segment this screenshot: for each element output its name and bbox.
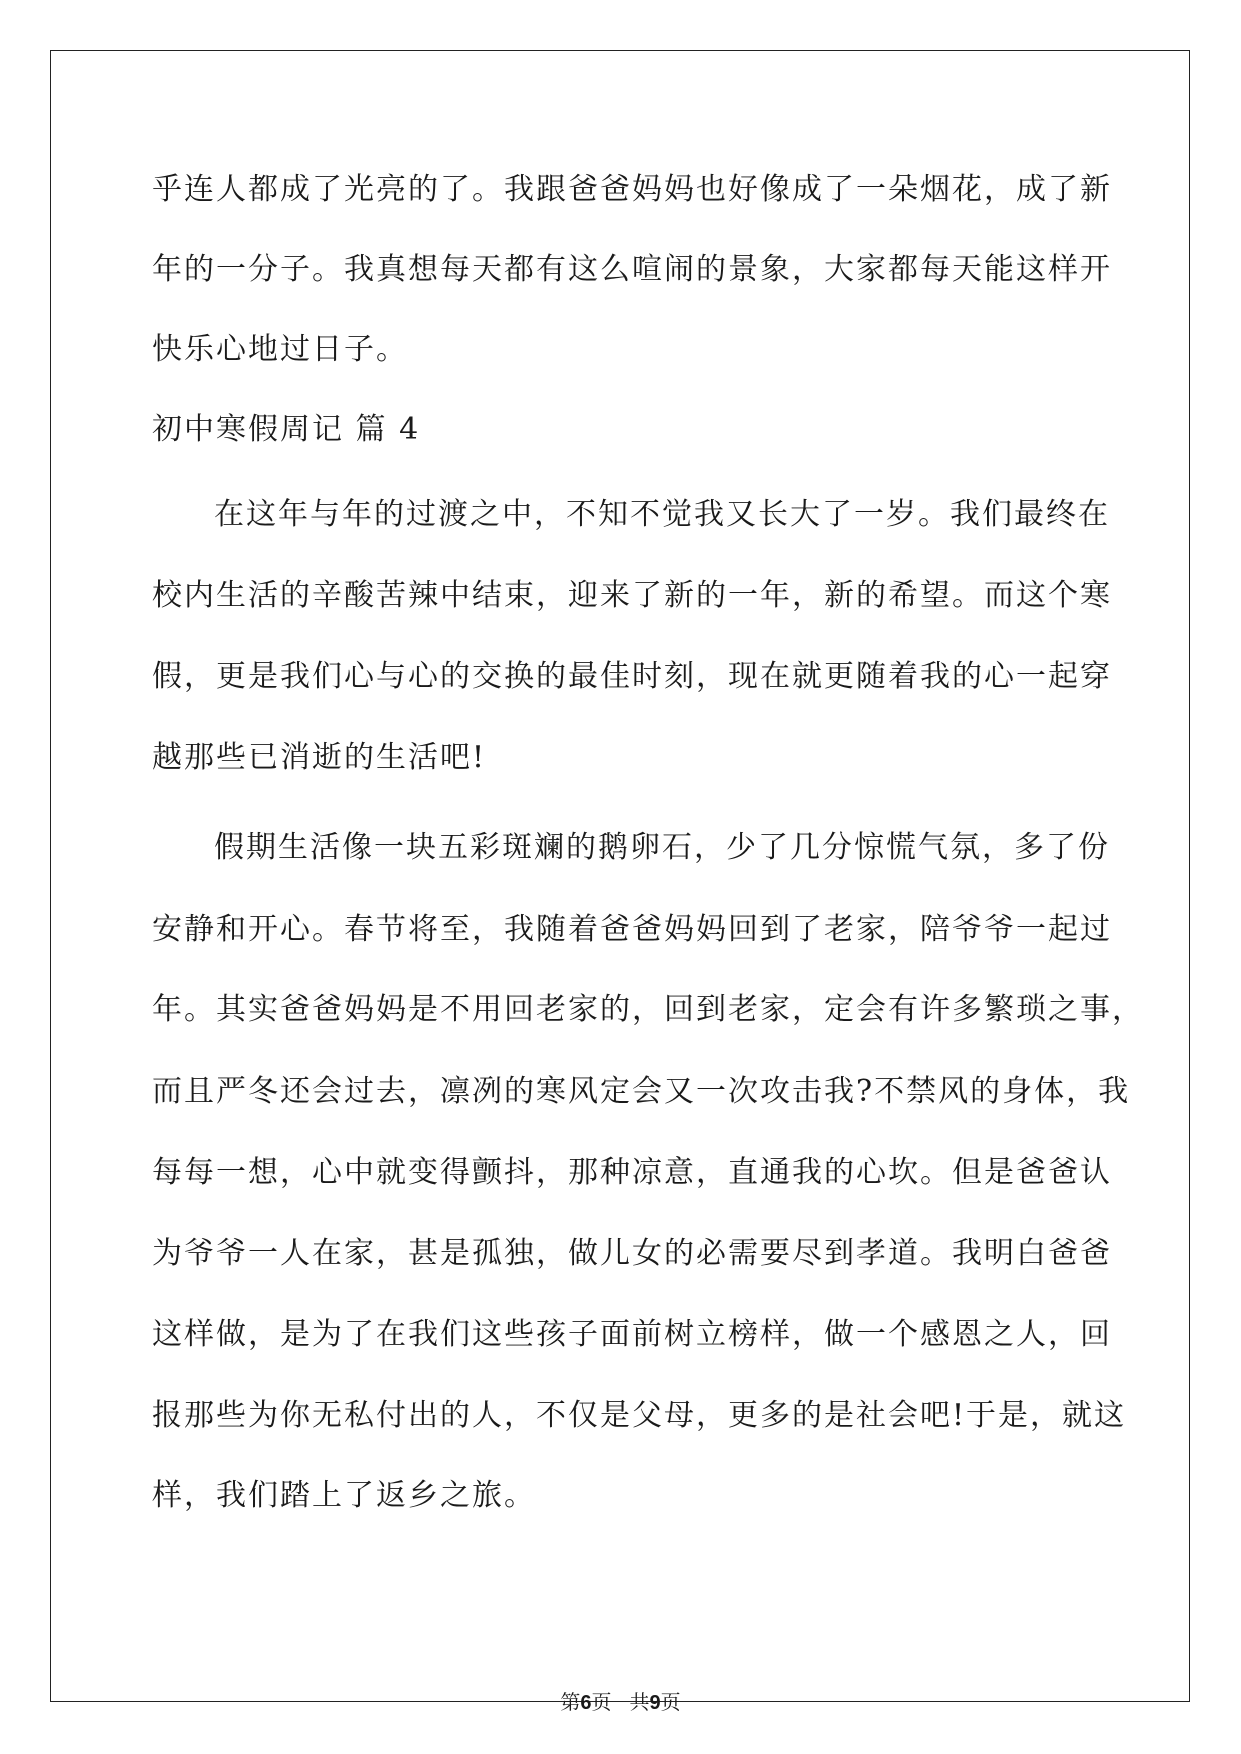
paragraph-line: 样，我们踏上了返乡之旅。: [152, 1478, 536, 1513]
paragraph-line: 乎连人都成了光亮的了。我跟爸爸妈妈也好像成了一朵烟花，成了新: [152, 172, 1112, 207]
footer-page-number: 6: [580, 1692, 592, 1714]
paragraph-line: 安静和开心。春节将至，我随着爸爸妈妈回到了老家，陪爷爷一起过: [152, 912, 1112, 947]
paragraph-line: 每每一想，心中就变得颤抖，那种凉意，直通我的心坎。但是爸爸认: [152, 1155, 1112, 1190]
paragraph-line: 报那些为你无私付出的人，不仅是父母，更多的是社会吧!于是，就这: [152, 1398, 1127, 1433]
paragraph-line: 校内生活的辛酸苦辣中结束，迎来了新的一年，新的希望。而这个寒: [152, 578, 1112, 613]
section-heading: 初中寒假周记 篇 4: [152, 412, 421, 447]
paragraph-line: 这样做，是为了在我们这些孩子面前树立榜样，做一个感恩之人，回: [152, 1317, 1112, 1352]
paragraph-line: 而且严冬还会过去，凛冽的寒风定会又一次攻击我?不禁风的身体，我: [152, 1074, 1131, 1109]
paragraph-line: 假期生活像一块五彩斑斓的鹅卵石，少了几分惊慌气氛，多了份: [214, 830, 1110, 865]
footer-total-pages: 9: [649, 1692, 661, 1714]
paragraph-line: 越那些已消逝的生活吧!: [152, 740, 487, 775]
paragraph-line: 在这年与年的过渡之中，不知不觉我又长大了一岁。我们最终在: [214, 497, 1110, 532]
paragraph-line: 年的一分子。我真想每天都有这么喧闹的景象，大家都每天能这样开: [152, 252, 1112, 287]
footer-total-prefix: 共: [629, 1690, 650, 1714]
paragraph-line: 年。其实爸爸妈妈是不用回老家的，回到老家，定会有许多繁琐之事，: [152, 992, 1144, 1027]
paragraph-line: 假，更是我们心与心的交换的最佳时刻，现在就更随着我的心一起穿: [152, 659, 1112, 694]
footer-page-suffix: 页: [591, 1690, 612, 1714]
paragraph-line: 为爷爷一人在家，甚是孤独，做儿女的必需要尽到孝道。我明白爸爸: [152, 1236, 1112, 1271]
page-footer: [0, 1690, 1241, 1715]
footer-total-suffix: 页: [660, 1690, 681, 1714]
page-border: [50, 50, 1190, 1702]
paragraph-line: 快乐心地过日子。: [152, 332, 408, 367]
footer-page-prefix: 第: [560, 1690, 581, 1714]
